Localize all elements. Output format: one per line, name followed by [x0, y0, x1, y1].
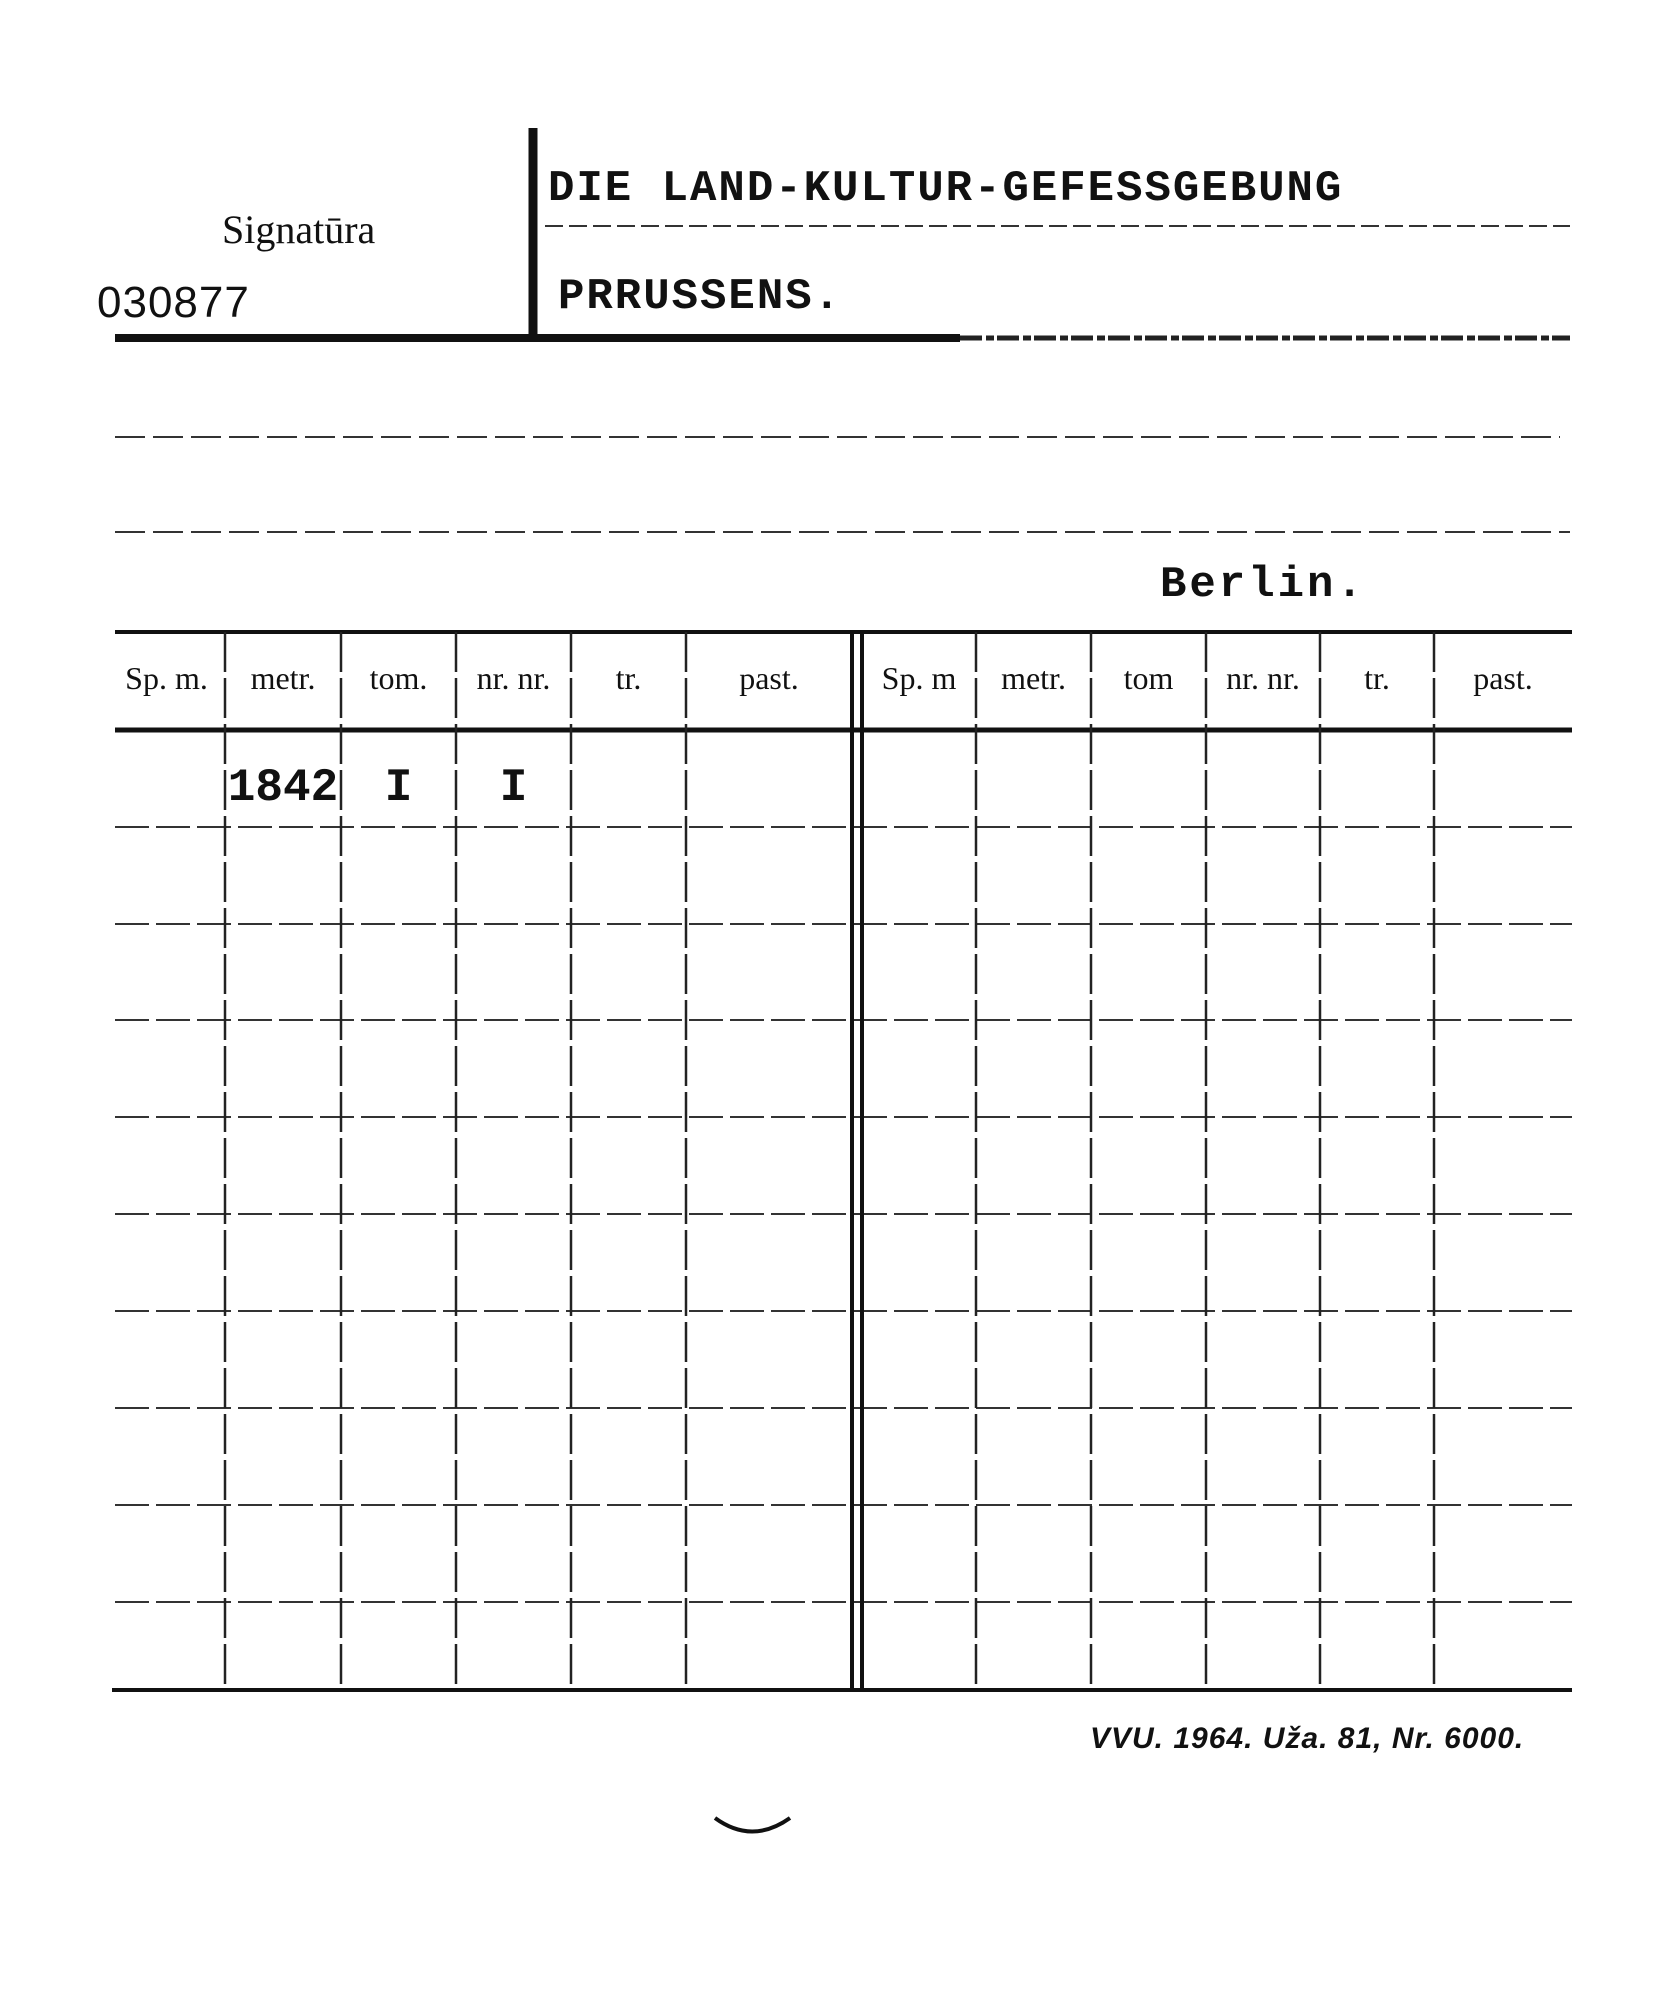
place-name: Berlin.	[1160, 560, 1366, 610]
header-metr-left: metr.	[250, 660, 316, 696]
cell-nrnr-row1: I	[499, 762, 528, 814]
header-sp-m-left: Sp. m.	[125, 660, 208, 696]
table-row-rules	[115, 827, 1572, 1602]
signature-label: Signatūra	[222, 207, 376, 252]
ink-mark	[715, 1818, 790, 1832]
header-nrnr-left: nr. nr.	[476, 660, 551, 696]
header-metr-right: metr.	[1001, 660, 1066, 696]
header-tom-right: tom	[1123, 660, 1174, 696]
header-past-left: past.	[739, 660, 799, 696]
title-line-2: PRRUSSENS.	[558, 272, 843, 322]
signature-number: 030877	[97, 278, 250, 327]
header-tr-left: tr.	[615, 660, 642, 696]
print-footnote: VVU. 1964. Uža. 81, Nr. 6000.	[1090, 1722, 1525, 1755]
cell-metr-row1: 1842	[227, 762, 339, 814]
title-line-1: DIE LAND-KULTUR-GEFESSGEBUNG	[548, 164, 1344, 214]
header-nrnr-right: nr. nr.	[1226, 660, 1300, 696]
header-sp-m-right: Sp. m	[881, 660, 957, 696]
header-tr-right: tr.	[1364, 660, 1390, 696]
header-tom-left: tom.	[369, 660, 428, 696]
cell-tom-row1: I	[384, 762, 413, 814]
header-past-right: past.	[1473, 660, 1533, 696]
